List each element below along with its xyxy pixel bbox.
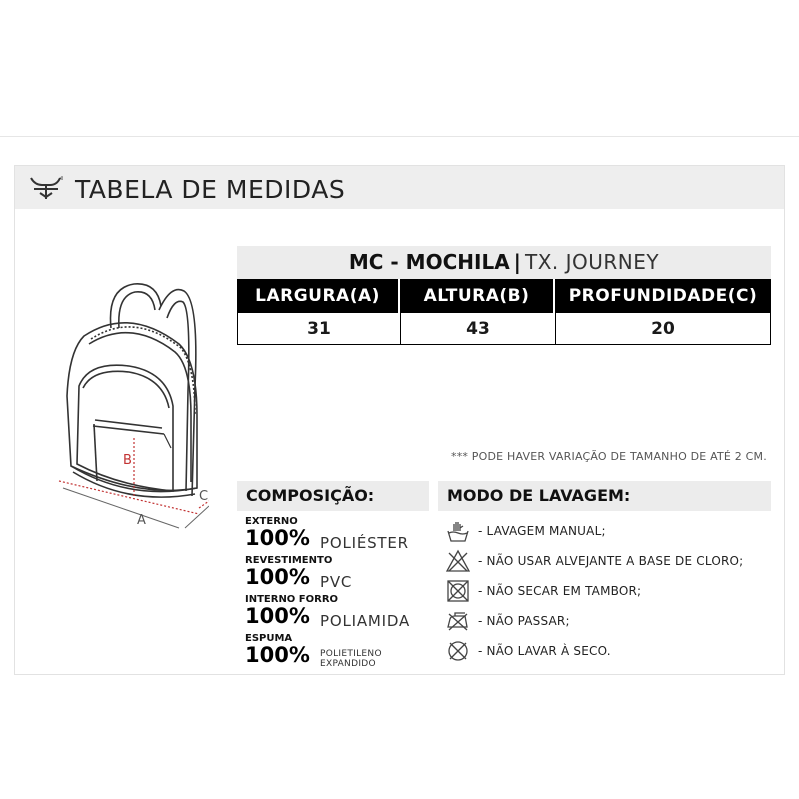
composition-label: EXTERNO — [245, 516, 298, 527]
washing-item — [445, 639, 775, 669]
backpack-diagram — [49, 266, 209, 536]
washing-instructions — [445, 519, 775, 669]
washing-item — [445, 579, 775, 609]
composition-heading: COMPOSIÇÃO: — [237, 481, 429, 511]
no-dry-clean-icon — [445, 639, 471, 663]
no-iron-icon — [445, 609, 471, 633]
composition-label: ESPUMA — [245, 633, 293, 644]
value-width: 31 — [237, 313, 400, 345]
dimension-label-a: A — [137, 513, 146, 528]
hand-wash-icon — [445, 519, 471, 543]
washing-text: - NÃO PASSAR; — [478, 614, 570, 628]
washing-heading: MODO DE LAVAGEM: — [438, 481, 771, 511]
top-divider — [0, 136, 799, 137]
measurement-values-row — [237, 313, 771, 345]
bull-logo-icon — [29, 175, 63, 201]
page-title: TABELA DE MEDIDAS — [75, 175, 346, 204]
composition-material: POLIÉSTER — [320, 534, 409, 552]
washing-text: - NÃO SECAR EM TAMBOR; — [478, 584, 642, 598]
column-header-height: ALTURA(B) — [400, 279, 555, 313]
size-variation-note: *** PODE HAVER VARIAÇÃO DE TAMANHO DE ATÉ 2 CM. — [451, 450, 767, 463]
washing-item — [445, 609, 775, 639]
composition-label: INTERNO FORRO — [245, 594, 339, 605]
composition-percent: 100% — [245, 526, 310, 550]
composition-material-line1: POLIETILENO — [320, 649, 382, 659]
washing-text: - NÃO USAR ALVEJANTE A BASE DE CLORO; — [478, 554, 744, 568]
product-header — [237, 246, 771, 279]
measurement-table — [237, 246, 771, 345]
composition-item — [245, 555, 435, 594]
composition-material-line2: EXPANDIDO — [320, 659, 376, 669]
product-line: TX. JOURNEY — [524, 250, 660, 274]
product-name: MC - MOCHILA — [348, 250, 510, 274]
composition-label: REVESTIMENTO — [245, 555, 333, 566]
composition-material: PVC — [320, 573, 353, 591]
no-tumble-dry-icon — [445, 579, 471, 603]
composition-item — [245, 594, 435, 633]
no-bleach-icon — [445, 549, 471, 573]
washing-text: - LAVAGEM MANUAL; — [478, 524, 606, 538]
value-height: 43 — [400, 313, 555, 345]
composition-material: POLIAMIDA — [320, 612, 411, 630]
washing-item — [445, 549, 775, 579]
column-header-depth: PROFUNDIDADE(C) — [555, 279, 771, 313]
composition-item — [245, 516, 435, 555]
composition-percent: 100% — [245, 565, 310, 589]
composition-percent: 100% — [245, 604, 310, 628]
value-depth: 20 — [555, 313, 771, 345]
composition-material — [320, 649, 382, 669]
composition-list — [245, 516, 435, 672]
column-header-width: LARGURA(A) — [237, 279, 400, 313]
product-separator: | — [513, 250, 521, 274]
header-band — [15, 166, 784, 209]
composition-item — [245, 633, 435, 672]
measurement-column-headers — [237, 279, 771, 313]
dimension-label-b: B — [123, 453, 132, 468]
washing-text: - NÃO LAVAR À SECO. — [478, 644, 611, 658]
composition-percent: 100% — [245, 643, 310, 667]
washing-item — [445, 519, 775, 549]
size-chart-panel — [14, 165, 785, 675]
dimension-label-c: C — [199, 489, 209, 504]
